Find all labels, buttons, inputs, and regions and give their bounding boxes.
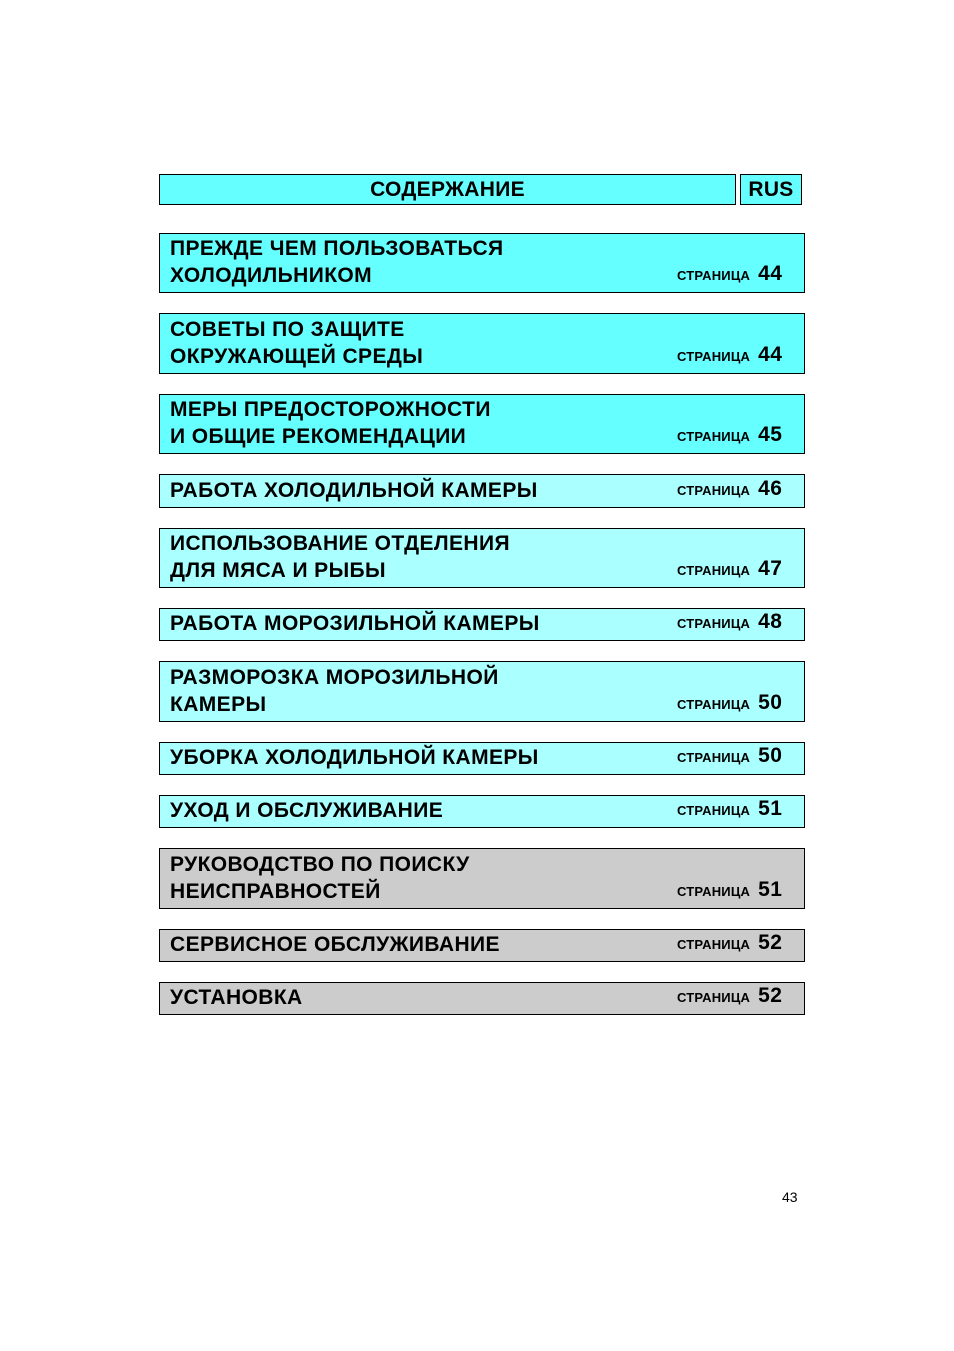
page-number-ref: 45 [758, 423, 783, 446]
toc-entry-label: РУКОВОДСТВО ПО ПОИСКУ НЕИСПРАВНОСТЕЙ [170, 853, 470, 903]
toc-entry-page [677, 742, 782, 771]
toc-entry-troubleshooting[interactable] [159, 848, 805, 909]
page-number-ref: 48 [758, 610, 783, 633]
language-badge [740, 174, 802, 205]
toc-entry-environment[interactable] [159, 313, 805, 374]
toc-entry-defrosting[interactable] [159, 661, 805, 722]
toc-entry-page [677, 475, 782, 504]
contents-title-text: СОДЕРЖАНИЕ [370, 177, 525, 201]
toc-entry-page [677, 876, 782, 905]
toc-entry-label: УХОД И ОБСЛУЖИВАНИЕ [170, 799, 444, 822]
page-number-ref: 47 [758, 557, 783, 580]
page-number-ref: 46 [758, 477, 783, 500]
toc-entry-maintenance[interactable] [159, 795, 805, 828]
toc-entry-meat-fish[interactable] [159, 528, 805, 588]
toc-entry-label: ИСПОЛЬЗОВАНИЕ ОТДЕЛЕНИЯ ДЛЯ МЯСА И РЫБЫ [170, 532, 510, 582]
page-word: СТРАНИЦА [677, 268, 751, 283]
page-number: 43 [782, 1189, 798, 1205]
page-word: СТРАНИЦА [677, 697, 751, 712]
page-word: СТРАНИЦА [677, 884, 751, 899]
page-number-ref: 44 [758, 262, 783, 285]
page-word: СТРАНИЦА [677, 563, 751, 578]
language-badge-text: RUS [748, 177, 794, 201]
toc-entry-label: РАБОТА ХОЛОДИЛЬНОЙ КАМЕРЫ [170, 479, 538, 502]
toc-entry-page [677, 260, 782, 289]
toc-entry-page [677, 421, 782, 450]
toc-entry-page [677, 689, 782, 718]
toc-entry-page [677, 341, 782, 370]
page-number-ref: 51 [758, 797, 783, 820]
page-word: СТРАНИЦА [677, 937, 751, 952]
toc-entry-page [677, 555, 782, 584]
page-number-ref: 50 [758, 744, 783, 767]
toc-entry-cleaning[interactable] [159, 742, 805, 775]
page-number-ref: 50 [758, 691, 783, 714]
toc-entry-page [677, 929, 782, 958]
toc-entry-label: УСТАНОВКА [170, 986, 303, 1009]
page-word: СТРАНИЦА [677, 483, 751, 498]
toc-entry-before-use[interactable] [159, 233, 805, 293]
toc-entry-page [677, 795, 782, 824]
page-word: СТРАНИЦА [677, 616, 751, 631]
page-word: СТРАНИЦА [677, 429, 751, 444]
toc-entry-label: ПРЕЖДЕ ЧЕМ ПОЛЬЗОВАТЬСЯ ХОЛОДИЛЬНИКОМ [170, 237, 504, 287]
page-number-ref: 44 [758, 343, 783, 366]
toc-entry-service[interactable] [159, 929, 805, 962]
page-number-ref: 52 [758, 984, 783, 1007]
toc-entry-label: РАБОТА МОРОЗИЛЬНОЙ КАМЕРЫ [170, 612, 540, 635]
page-word: СТРАНИЦА [677, 990, 751, 1005]
page-word: СТРАНИЦА [677, 803, 751, 818]
toc-entry-label: СЕРВИСНОЕ ОБСЛУЖИВАНИЕ [170, 933, 500, 956]
page-word: СТРАНИЦА [677, 349, 751, 364]
contents-title [159, 174, 736, 205]
toc-entry-label: УБОРКА ХОЛОДИЛЬНОЙ КАМЕРЫ [170, 746, 539, 769]
toc-entry-page [677, 982, 782, 1011]
toc-entry-label: СОВЕТЫ ПО ЗАЩИТЕ ОКРУЖАЮЩЕЙ СРЕДЫ [170, 318, 424, 368]
toc-entry-label: РАЗМОРОЗКА МОРОЗИЛЬНОЙ КАМЕРЫ [170, 666, 499, 716]
toc-entry-precautions[interactable] [159, 394, 805, 454]
page-word: СТРАНИЦА [677, 750, 751, 765]
toc-entry-freezer-operation[interactable] [159, 608, 805, 641]
toc-entry-fridge-operation[interactable] [159, 474, 805, 508]
toc-entry-installation[interactable] [159, 982, 805, 1015]
toc-entry-label: МЕРЫ ПРЕДОСТОРОЖНОСТИ И ОБЩИЕ РЕКОМЕНДАЦИИ [170, 398, 491, 448]
toc-entry-page [677, 608, 782, 637]
page-number-ref: 51 [758, 878, 783, 901]
page-number-ref: 52 [758, 931, 783, 954]
